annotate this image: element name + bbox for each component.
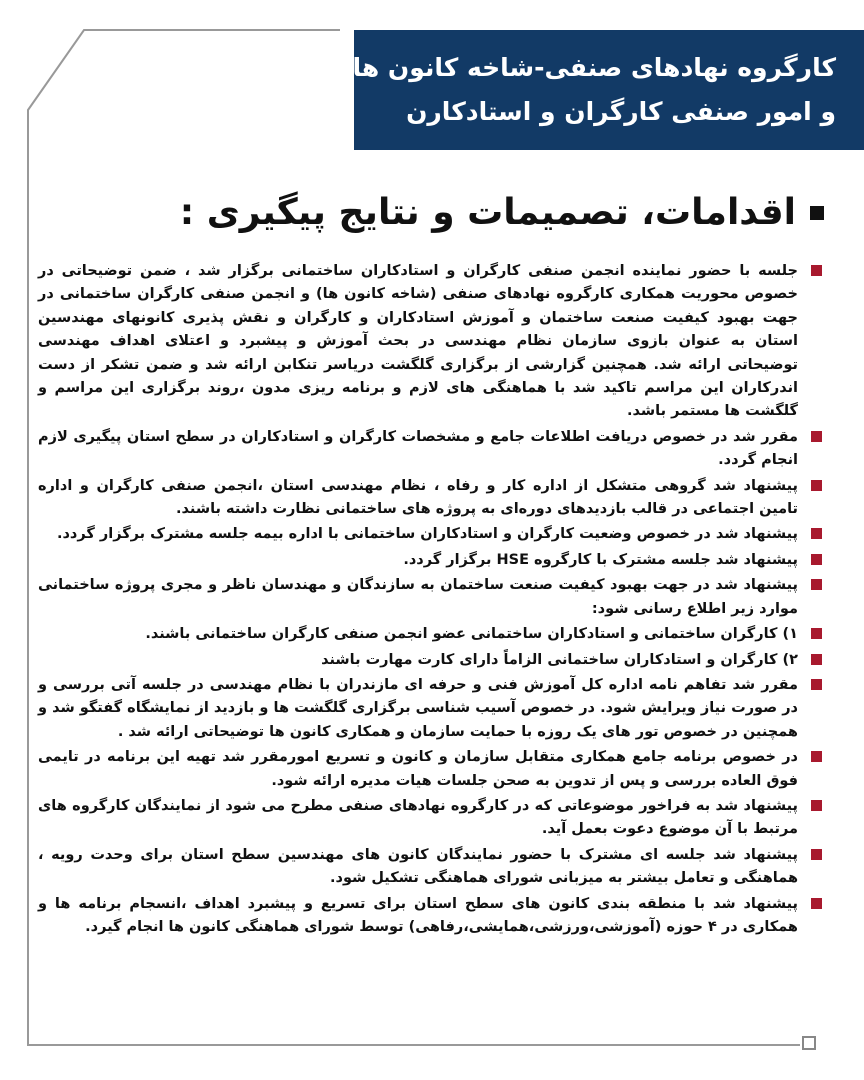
list-item-text: جلسه با حضور نماینده انجمن صنفی کارگران و استادکاران ساختمانی برگزار شد ، ضمن توضیحاتی در خصوص محوریت همکاری کارگروه نهادهای صنفی (شاخه کانون ها) و انجمن صنفی کارگران ساختمانی در جهت بهبود کیفیت صنعت ساختمان و آموزش استادکاران و کارگران و نقش پذیری کانونهای مهندسین استان به عنوان بازوی سازمان نظام مهندسی در بحث آموزش و پیشبرد و اعتلای اهداف مهندسی توضیحاتی ارائه شد. همچنین گزارشی از برگزاری گلگشت دریاسر تنکابن ارائه شد و ضمن تشکر از دست اندرکاران این مراسم تاکید شد با هماهنگی های لازم و برنامه ریزی مدون ،روند برگزاری این مراسم و گلگشت ها مستمر باشد.: [38, 263, 798, 420]
header-line-1: کارگروه نهادهای صنفی-شاخه کانون ها و سمن ها: [220, 53, 836, 82]
list-item: [38, 623, 824, 646]
list-item: [38, 795, 824, 842]
section-title: اقدامات، تصمیمات و نتایج پیگیری :: [179, 192, 796, 233]
bullet-square-icon: [811, 898, 822, 909]
heading-square-icon: [810, 206, 824, 220]
list-item: [38, 649, 824, 672]
list-item-text: پیشنهاد شد جلسه ای مشترک با حضور نمایندگان کانون های مهندسین سطح استان برای وحدت رویه ، هماهنگی و تعامل بیشتر به میزبانی شورای هماهنگی تشکیل شود.: [38, 846, 798, 887]
list-item-text: پیشنهاد شد با منطقه بندی کانون های سطح استان برای تسریع و پیشبرد اهداف ،انسجام برنامه ها و همکاری در ۴ حوزه (آموزشی،ورزشی،همایشی،رفاهی) توسط شورای هماهنگی کانون ها انجام گیرد.: [38, 895, 798, 935]
list-item-text: مقرر شد تفاهم نامه اداره کل آموزش فنی و حرفه ای مازندران با نظام مهندسی در جلسه آتی بررسی و در صورت نیاز ویرایش شود. در خصوص آسیب شناسی برگزاری گلگشت ها و بازدید از نمایشگاه گفتگو شد و همچنین در خصوص تور های یک روزه با حمایت سازمان و همکاری کانون ها توضیحاتی ارائه شد .: [38, 676, 798, 740]
list-item-text: پیشنهاد شد به فراخور موضوعاتی که در کارگروه نهادهای صنفی مطرح می شود از نمایندگان کارگروه های مرتبط با آن موضوع دعوت بعمل آید.: [38, 797, 798, 838]
bullet-square-icon: [811, 751, 822, 762]
list-item: [38, 574, 824, 621]
list-item: [38, 260, 824, 424]
bullet-square-icon: [811, 431, 822, 442]
list-item-text: پیشنهاد شد جلسه مشترک با کارگروه HSE برگزار گردد.: [403, 551, 798, 568]
section-heading: [124, 192, 824, 233]
action-items-list: [38, 260, 824, 941]
list-item: [38, 893, 824, 940]
bullet-square-icon: [811, 849, 822, 860]
header-banner: [220, 30, 864, 150]
bullet-square-icon: [811, 579, 822, 590]
bullet-square-icon: [811, 654, 822, 665]
list-item: [38, 674, 824, 744]
bullet-square-icon: [811, 528, 822, 539]
bullet-square-icon: [811, 679, 822, 690]
list-item: [38, 746, 824, 793]
bullet-square-icon: [811, 554, 822, 565]
list-item-text: در خصوص برنامه جامع همکاری متقابل سازمان و کانون و تسریع امورمقرر شد تهیه این برنامه در تایمی فوق العاده بررسی و پس از تدوین به صحن جلسات هیات مدیره ارائه شود.: [38, 749, 798, 789]
list-item-text: پیشنهاد شد در خصوص وضعیت کارگران و استادکاران ساختمانی با اداره بیمه جلسه مشترک برگزار گردد.: [56, 526, 798, 543]
bullet-square-icon: [811, 628, 822, 639]
list-item-text: مقرر شد در خصوص دریافت اطلاعات جامع و مشخصات کارگران و استادکاران در سطح استان پیگیری لازم انجام گردد.: [38, 428, 798, 469]
bullet-square-icon: [811, 480, 822, 491]
bullet-square-icon: [811, 265, 822, 276]
list-item: [38, 549, 824, 572]
list-item: [38, 426, 824, 473]
list-item: [38, 844, 824, 891]
list-item: [38, 475, 824, 522]
list-item: [38, 523, 824, 546]
list-item-text: پیشنهاد شد در جهت بهبود کیفیت صنعت ساختمان به سازندگان و مهندسان ناظر و مجری پروژه ساختمانی موارد زیر اطلاع رسانی شود:: [38, 577, 798, 617]
corner-square-icon: [802, 1036, 816, 1050]
list-item-text: پیشنهاد شد گروهی متشکل از اداره کار و رفاه ، نظام مهندسی استان ،انجمن صنفی کارگران و اداره تامین اجتماعی در قالب بازدیدهای دوره‌ای به پروژه های ساختمانی نظارت داشته باشند.: [38, 477, 798, 518]
list-item-text: ۲) کارگران و استادکاران ساختمانی الزاماً دارای کارت مهارت باشند: [321, 651, 798, 668]
list-item-text: ۱) کارگران ساختمانی و استادکاران ساختمانی عضو انجمن صنفی کارگران ساختمانی باشند.: [145, 626, 798, 643]
header-line-2: و امور صنفی کارگران و استادکارن: [406, 97, 836, 126]
bullet-square-icon: [811, 800, 822, 811]
